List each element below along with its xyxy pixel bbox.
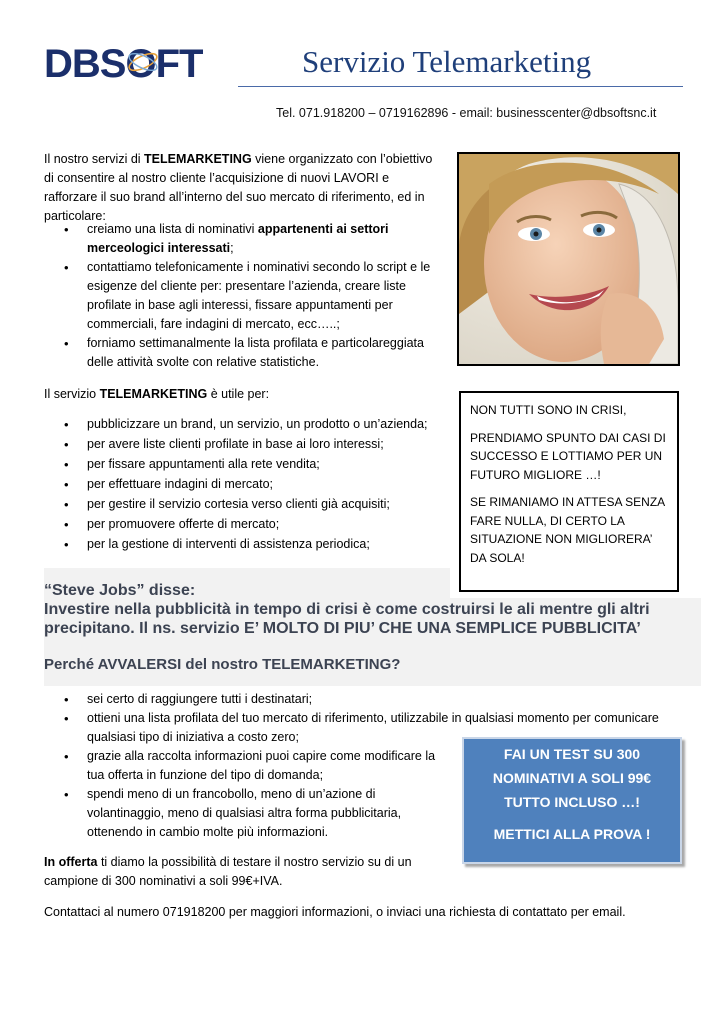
list-item-bold: appartenenti ai settori merceologici interessati — [87, 222, 389, 255]
list-item: • per gestire il servizio cortesia verso clienti già acquisiti; — [44, 495, 464, 514]
dbsoft-logo-icon — [44, 40, 230, 84]
list-item-text: creiamo una lista di nominativi — [87, 222, 258, 236]
intro-bold: TELEMARKETING — [144, 152, 252, 166]
list-item-text: ; — [230, 241, 234, 255]
offer-bold: In offerta — [44, 855, 98, 869]
closing-paragraph: Contattaci al numero 071918200 per maggiori informazioni, o inviaci una richiesta di contattato per email. — [44, 905, 626, 919]
contact-info: Tel. 071.918200 – 0719162896 - email: businesscenter@dbsoftsnc.it — [276, 106, 657, 120]
intro-text-2: viene organizzato con l’obiettivo di consentire al nostro cliente l’acquisizione di nuovi LAVORI e rafforzare il suo brand all’interno del suo mercato di riferimento, ed in particolare: — [44, 152, 433, 223]
why-heading: Perché AVVALERSI del nostro TELEMARKETING? — [44, 656, 401, 673]
service-text: è utile per: — [207, 387, 270, 401]
crisis-line-1: NON TUTTI SONO IN CRISI, — [470, 403, 627, 417]
list-item: • grazie alla raccolta informazioni puoi capire come modificare la tua offerta in funzione del tipo di domanda; — [44, 747, 447, 785]
list-item: • per effettuare indagini di mercato; — [44, 475, 464, 494]
offer-line-1: FAI UN TEST SU 300 — [503, 746, 641, 762]
service-text: Il servizio — [44, 387, 100, 401]
list-item: • pubblicizzare un brand, un servizio, un prodotto o un’azienda; — [44, 415, 464, 434]
list-item: • ottieni una lista profilata del tuo mercato di riferimento, utilizzabile in qualsiasi momento per comunicare qualsiasi tipo di iniziativa a costo zero; — [44, 709, 684, 747]
logo-text: DBSOFT — [44, 42, 203, 84]
list-item: • per la gestione di interventi di assistenza periodica; — [44, 535, 464, 554]
crisis-callout — [459, 391, 679, 592]
list-item: • sei certo di raggiungere tutti i destinatari; — [44, 690, 684, 709]
services-list — [44, 220, 444, 372]
quote-text: Investire nella pubblicità in tempo di crisi è come costruirsi le ali mentre gli altri precipitano. Il ns. servizio E’ MOLTO DI PIU’ CHE UNA SEMPLICE PUBBLICITA’ — [44, 601, 650, 637]
quote-author: “Steve Jobs” disse: — [44, 582, 196, 599]
photo-illustration — [459, 154, 678, 364]
offer-callout — [462, 737, 682, 864]
list-item: • per promuovere offerte di mercato; — [44, 515, 464, 534]
title-divider — [238, 86, 683, 87]
offer-paragraph — [44, 853, 444, 891]
page-title: Servizio Telemarketing — [302, 44, 592, 79]
service-bold: TELEMARKETING — [99, 387, 208, 401]
list-item: • per fissare appuntamenti alla rete vendita; — [44, 455, 464, 474]
offer-line-2: NOMINATIVI A SOLI 99€ — [492, 770, 652, 786]
offer-text: ti diamo la possibilità di testare il nostro servizio su di un campione di 300 nominativi a soli 99€+IVA. — [44, 855, 412, 888]
offer-line-3: TUTTO INCLUSO …! — [504, 794, 640, 810]
list-item: • spendi meno di un francobollo, meno di un’azione di volantinaggio, meno di qualsiasi altra forma pubblicitaria, ottenendo in cambio molte più informazioni. — [44, 785, 447, 842]
list-item — [44, 220, 444, 258]
crisis-line-3: SE RIMANIAMO IN ATTESA SENZA FARE NULLA, DI CERTO LA SITUAZIONE NON MIGLIORERA’ DA SOLA! — [470, 495, 665, 565]
crisis-line-2: PRENDIAMO SPUNTO DAI CASI DI SUCCESSO E LOTTIAMO PER UN FUTURO MIGLIORE …! — [470, 430, 666, 482]
list-item: • contattiamo telefonicamente i nominativi secondo lo script e le esigenze del cliente per: presentare l’azienda, creare liste profilate in base agli interessi, fissare appuntamenti per commerciali, fare indagini di mercato, ecc…..; — [44, 258, 444, 334]
intro-paragraph — [44, 150, 439, 226]
list-item: • per avere liste clienti profilate in base ai loro interessi; — [44, 435, 464, 454]
woman-on-phone-photo — [457, 152, 680, 366]
company-logo — [44, 40, 230, 84]
list-item: • forniamo settimanalmente la lista profilata e particolareggiata delle attività svolte con relative statistiche. — [44, 334, 444, 372]
offer-line-4: METTICI ALLA PROVA ! — [493, 826, 651, 842]
service-intro — [44, 385, 424, 404]
intro-text-1: Il nostro servizi di — [44, 152, 145, 166]
uses-list — [44, 415, 464, 555]
